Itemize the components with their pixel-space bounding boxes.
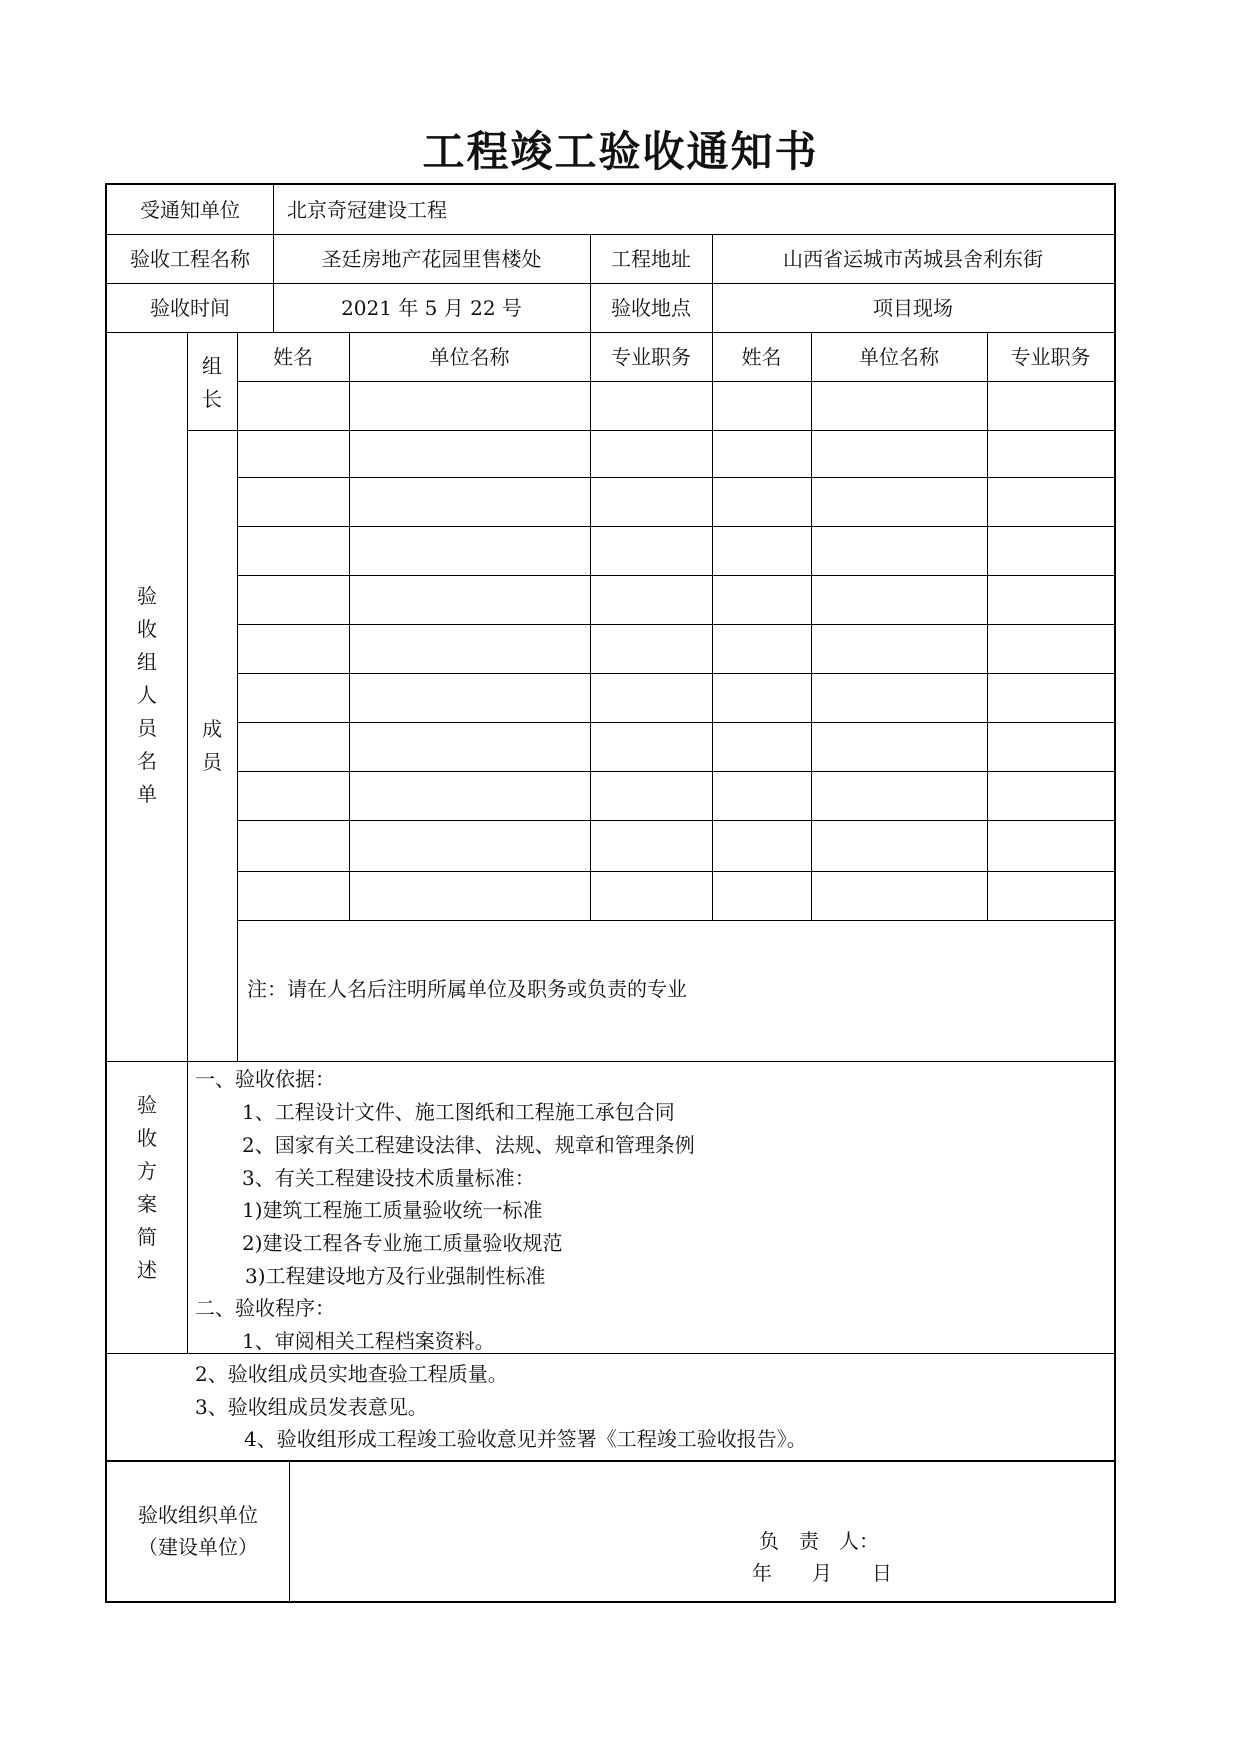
org-sub-label: （建设单位） — [138, 1535, 258, 1559]
acceptance-time-label: 验收时间 — [150, 296, 230, 320]
page-title: 工程竣工验收通知书 — [422, 127, 819, 176]
plan-line: 2、国家有关工程建设法律、法规、规章和管理条例 — [242, 1133, 695, 1157]
plan-line: 2、验收组成员实地查验工程质量。 — [195, 1362, 508, 1386]
acceptance-place-value: 项目现场 — [873, 296, 953, 320]
column-header-name: 姓名 — [273, 345, 313, 369]
leader-label: 组 长 — [202, 354, 222, 411]
project-name-value: 圣廷房地产花园里售楼处 — [321, 247, 542, 271]
member-label: 成 员 — [202, 717, 222, 774]
notified-unit-value: 北京奇冠建设工程 — [287, 198, 447, 222]
column-header-unit: 单位名称 — [859, 345, 939, 369]
plan-line: 1、审阅相关工程档案资料。 — [242, 1329, 495, 1353]
column-header-name: 姓名 — [741, 345, 782, 369]
project-address-label: 工程地址 — [611, 247, 691, 271]
notified-unit-label: 受通知单位 — [140, 198, 240, 222]
date-label: 年 月 日 — [752, 1561, 892, 1585]
column-header-unit: 单位名称 — [429, 345, 510, 369]
plan-line: 1)建筑工程施工质量验收统一标准 — [242, 1198, 543, 1222]
plan-line: 3、验收组成员发表意见。 — [195, 1395, 428, 1419]
plan-line: 二、验收程序： — [195, 1296, 335, 1320]
plan-section-label: 验 收 方 案 简 述 — [137, 1093, 157, 1282]
group-note: 注：请在人名后注明所属单位及职务或负责的专业 — [247, 977, 687, 1001]
column-header-title: 专业职务 — [611, 345, 691, 369]
acceptance-time-value: 2021 年 5 月 22 号 — [341, 296, 522, 320]
plan-line: 3)工程建设地方及行业强制性标准 — [245, 1264, 546, 1288]
acceptance-notice-form — [105, 183, 1116, 1603]
group-section-label: 验 收 组 人 员 名 单 — [137, 584, 157, 806]
acceptance-place-label: 验收地点 — [611, 296, 691, 320]
project-name-label: 验收工程名称 — [130, 247, 250, 271]
org-label: 验收组织单位 — [138, 1503, 258, 1527]
plan-line: 2)建设工程各专业施工质量验收规范 — [242, 1231, 563, 1255]
responsible-label: 负 责 人： — [759, 1529, 879, 1553]
plan-line: 一、验收依据： — [195, 1067, 335, 1091]
column-header-title: 专业职务 — [1010, 345, 1091, 369]
plan-line: 3、有关工程建设技术质量标准： — [242, 1166, 535, 1190]
plan-line: 4、验收组形成工程竣工验收意见并签署《工程竣工验收报告》。 — [244, 1427, 807, 1451]
plan-line: 1、工程设计文件、施工图纸和工程施工承包合同 — [242, 1100, 675, 1124]
project-address-value: 山西省运城市芮城县舍利东街 — [783, 247, 1043, 271]
